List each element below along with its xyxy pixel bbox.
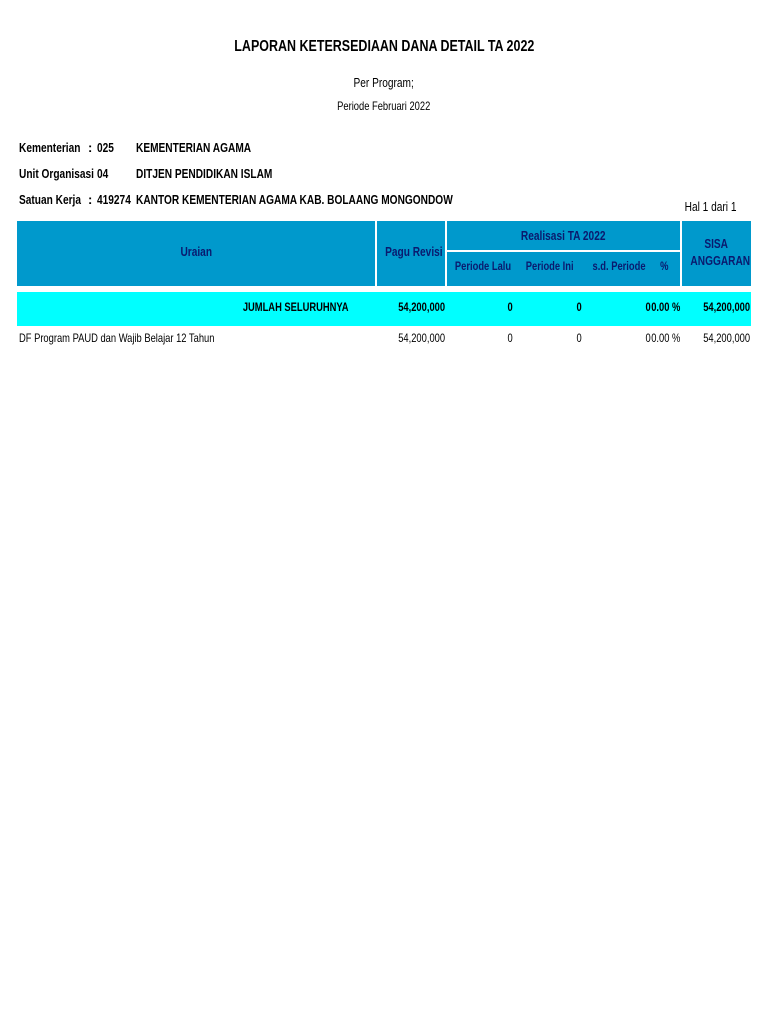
total-periode-lalu: 0	[507, 300, 513, 314]
row-periode-ini: 0	[576, 331, 582, 345]
row-periode-lalu: 0	[507, 331, 513, 345]
info-code-kementerian: 025	[97, 140, 114, 155]
info-name-kementerian: KEMENTERIAN AGAMA	[136, 140, 252, 155]
total-persen: 0.00 %	[650, 300, 680, 314]
total-pagu: 54,200,000	[398, 300, 445, 314]
row-sd-periode: 0	[645, 331, 651, 345]
info-name-unit-organisasi: DITJEN PENDIDIKAN ISLAM	[136, 166, 273, 181]
report-subtitle: Per Program;	[353, 75, 415, 90]
info-label-unit-organisasi: Unit Organisasi	[19, 166, 94, 181]
header-periode-lalu: Periode Lalu	[454, 259, 512, 273]
header-realisasi: Realisasi TA 2022 Periode Lalu Periode Ini s.d. Periode %	[447, 221, 680, 286]
total-periode-ini: 0	[576, 300, 582, 314]
info-colon: :	[88, 140, 93, 155]
header-uraian: Uraian	[17, 221, 375, 286]
row-uraian: DF Program PAUD dan Wajib Belajar 12 Tahun	[19, 331, 215, 345]
report-title: LAPORAN KETERSEDIAAN DANA DETAIL TA 2022	[233, 38, 535, 55]
header-periode-ini: Periode Ini	[526, 259, 574, 273]
row-persen: 0.00 %	[650, 331, 680, 345]
info-code-satuan-kerja: 419274	[97, 192, 131, 207]
header-pagu-revisi: Pagu Revisi	[377, 221, 445, 286]
header-persen: %	[660, 259, 669, 273]
row-pagu: 54,200,000	[398, 331, 445, 345]
total-sd-periode: 0	[645, 300, 651, 314]
info-label-kementerian: Kementerian	[19, 140, 81, 155]
info-colon: :	[88, 192, 93, 207]
header-sd-periode: s.d. Periode	[592, 259, 646, 273]
total-sisa: 54,200,000	[703, 300, 750, 314]
info-code-unit-organisasi: 04	[97, 166, 109, 181]
header-divider	[447, 250, 680, 252]
report-period: Periode Februari 2022	[337, 99, 431, 113]
header-sisa-anggaran: SISA ANGGARAN	[682, 221, 751, 286]
page-indicator: Hal 1 dari 1	[684, 199, 736, 214]
info-label-satuan-kerja: Satuan Kerja	[19, 192, 81, 207]
info-name-satuan-kerja: KANTOR KEMENTERIAN AGAMA KAB. BOLAANG MONGONDOW	[136, 192, 453, 207]
row-sisa: 54,200,000	[703, 331, 750, 345]
total-label: JUMLAH SELURUHNYA	[243, 300, 349, 314]
